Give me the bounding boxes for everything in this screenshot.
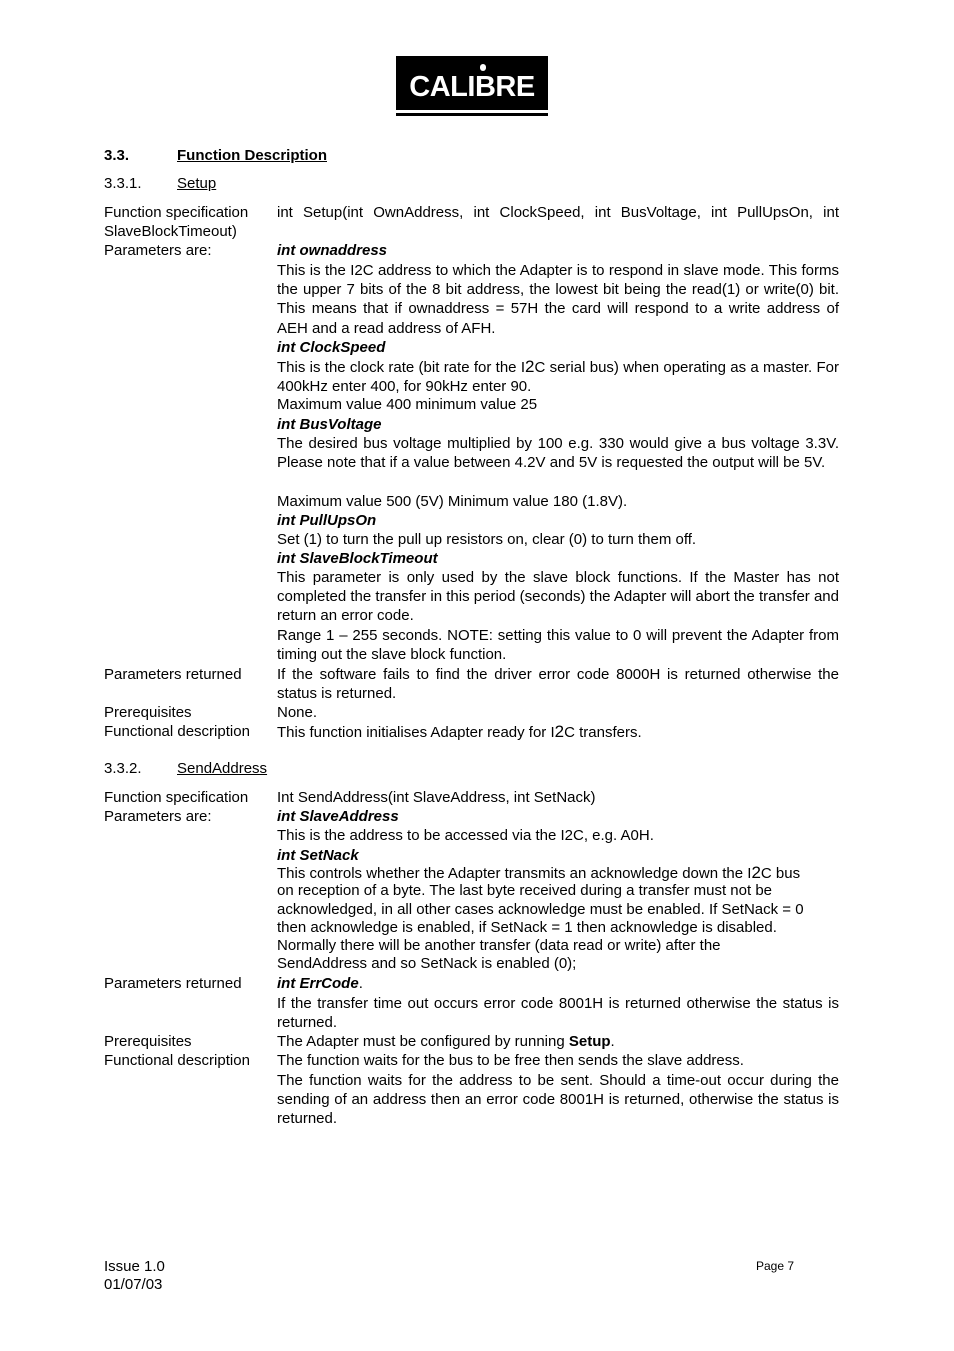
setup-prereq-label: Prerequisites [104, 704, 192, 721]
setup-spec-label: Function specification [104, 204, 249, 221]
param-slaveaddress-desc: This is the address to be accessed via the I2C, e.g. A0H. [277, 827, 654, 844]
sendaddress-func-label: Functional description [104, 1052, 250, 1069]
param-pullupson-name: int PullUpsOn [277, 512, 377, 529]
param-setnack-line3: acknowledged, in all other cases acknowledge must be enabled. If SetNack = 0 [277, 901, 804, 918]
calibre-logo [382, 56, 548, 118]
param-busvoltage-desc: The desired bus voltage multiplied by 100 e.g. 330 would give a bus voltage 3.3V. Please note that if a value between 4.2V and 5V is requested the output will be 5V. [277, 435, 839, 472]
sendaddress-returned-name: int ErrCode. [277, 975, 363, 992]
footer-page-number: Page 7 [756, 1259, 795, 1273]
sendaddress-prereq-label: Prerequisites [104, 1033, 192, 1050]
setup-func-value: This function initialises Adapter ready for I2C transfers. [277, 722, 642, 741]
param-slaveblocktimeout-range: Range 1 – 255 seconds. NOTE: setting this value to 0 will prevent the Adapter from timing out the slave block function. [277, 627, 839, 664]
param-ownaddress-desc: This is the I2C address to which the Adapter is to respond in slave mode. This forms the upper 7 bits of the 8 bit address, the lowest bit being the read(1) or write(0) bit. This means that if ownaddress = 57H the card will respond to a write address of AEH and a read address of AFH. [277, 262, 839, 337]
setup-func-label: Functional description [104, 723, 250, 740]
sendaddress-title: SendAddress [177, 760, 268, 777]
section-number: 3.3. [104, 147, 130, 164]
sendaddress-spec-value: Int SendAddress(int SlaveAddress, int SetNack) [277, 789, 596, 806]
param-setnack-name: int SetNack [277, 847, 359, 864]
setup-returned-label: Parameters returned [104, 666, 242, 683]
sendaddress-prereq-value: The Adapter must be configured by running Setup. [277, 1033, 615, 1050]
footer-date: 01/07/03 [104, 1276, 163, 1293]
sendaddress-returned-desc: If the transfer time out occurs error code 8001H is returned otherwise the status is returned. [277, 995, 839, 1032]
param-slaveblocktimeout-desc: This parameter is only used by the slave block functions. If the Master has not completed the transfer in this period (seconds) the Adapter will abort the transfer and return an error code. [277, 569, 839, 625]
setup-prereq-value: None. [277, 704, 318, 721]
param-slaveblocktimeout-name: int SlaveBlockTimeout [277, 550, 438, 567]
setup-spec-value-cont: SlaveBlockTimeout) [104, 223, 237, 240]
param-ownaddress-name: int ownaddress [277, 242, 388, 259]
sendaddress-returned-label: Parameters returned [104, 975, 242, 992]
logo-text: CALIBRE [409, 71, 535, 103]
setup-returned-value: If the software fails to find the driver error code 8000H is returned otherwise the status is returned. [277, 666, 839, 703]
section-title: Function Description [177, 147, 327, 164]
sendaddress-params-label: Parameters are: [104, 808, 212, 825]
param-busvoltage-name: int BusVoltage [277, 416, 382, 433]
param-slaveaddress-name: int SlaveAddress [277, 808, 399, 825]
param-clockspeed-desc: This is the clock rate (bit rate for the I2C serial bus) when operating as a master. For 400kHz enter 400, for 90kHz enter 90. [277, 357, 839, 396]
sendaddress-func-value-2: The function waits for the address to be sent. Should a time-out occur during the sending of an address then an error code 8001H is returned, otherwise the status is returned. [277, 1072, 839, 1128]
setup-params-label: Parameters are: [104, 242, 212, 259]
param-setnack-line6: SendAddress and so SetNack is enabled (0); [277, 955, 577, 972]
param-setnack-line1: This controls whether the Adapter transmits an acknowledge down the I2C bus [277, 863, 801, 882]
param-clockspeed-name: int ClockSpeed [277, 339, 386, 356]
setup-number: 3.3.1. [104, 175, 142, 192]
param-setnack-line4: then acknowledge is enabled, if SetNack = 1 then acknowledge is disabled. [277, 919, 777, 936]
footer-issue: Issue 1.0 [104, 1258, 165, 1275]
setup-spec-value: int Setup(int OwnAddress, int ClockSpeed, int BusVoltage, int PullUpsOn, int [277, 204, 839, 221]
sendaddress-func-value-1: The function waits for the bus to be free then sends the slave address. [277, 1052, 744, 1069]
setup-title: Setup [177, 175, 217, 192]
param-setnack-line2: on reception of a byte. The last byte received during a transfer must not be [277, 882, 773, 899]
param-clockspeed-range: Maximum value 400 minimum value 25 [277, 396, 538, 413]
param-setnack-line5: Normally there will be another transfer (data read or write) after the [277, 937, 721, 954]
param-busvoltage-range: Maximum value 500 (5V) Minimum value 180 (1.8V). [277, 493, 628, 510]
sendaddress-number: 3.3.2. [104, 760, 142, 777]
param-pullupson-desc: Set (1) to turn the pull up resistors on, clear (0) to turn them off. [277, 531, 697, 548]
sendaddress-spec-label: Function specification [104, 789, 249, 806]
